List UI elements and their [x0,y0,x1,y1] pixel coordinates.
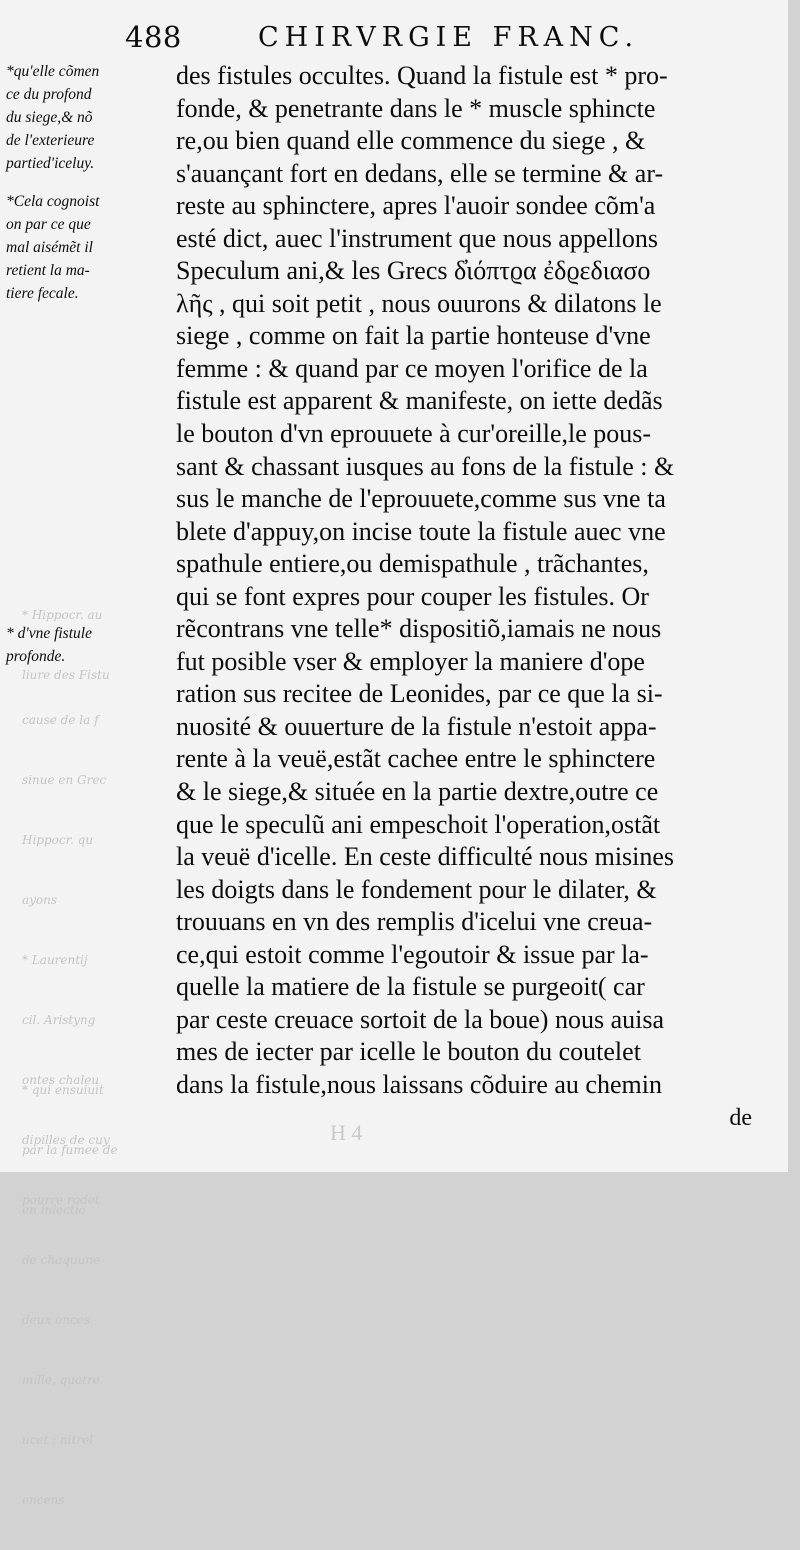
bleed-line: sinue en Grec [22,773,107,787]
bleed-line: pourre rodet [22,1193,100,1207]
text-line: trouuans en vn des remplis d'icelui vne creua- [176,907,653,937]
bleed-line: ontes chaleu [22,1073,100,1087]
text-line: rẽcontrans vne telle* dispositiõ,iamais ne nous [176,614,662,644]
bleed-line: liure des Fistu [22,668,110,682]
text-line: λῆς , qui soit petit , nous ouurons & dilatons le [176,288,662,318]
text-line: Speculum ani,& les Grecs δ̓ιόπτϱα ἐδϱεδιασο [176,256,651,286]
bleed-line: * Laurentij [22,953,88,967]
bleed-line: encens [22,1493,65,1507]
text-line: la veuë d'icelle. En ceste difficulté nous misines [176,842,675,872]
text-line: quelle la matiere de la fistule se purgeoit( car [176,972,645,1002]
text-line: des fistules occultes. Quand la fistule est * pro- [176,61,668,90]
text-line: siege , comme on fait la partie honteuse d'vne [176,321,651,351]
bleed-line: * qui ensuiuit [22,1083,104,1097]
text-line: que le speculũ ani empeschoit l'operation,ostãt [176,809,661,839]
text-line: qui se font expres pour couper les fistules. Or [176,581,649,611]
text-line: blete d'appuy,on incise toute la fistule auec vne [176,516,666,546]
text-line: les doigts dans le fondement pour le dilater, & [176,874,657,904]
text-line: s'auançant fort en dedans, elle se termine & ar- [176,158,664,188]
bleed-line: deux onces [22,1313,91,1327]
marginal-note [6,190,172,305]
marginal-note-text: *qu'elle cõmen ce du profond du siege,& nõ de l'exterieure partied'iceluy. [6,63,100,172]
main-text-block [176,60,772,1102]
page-number: 488 [125,20,182,54]
text-line: sus le manche de l'eprouuete,comme sus vne ta [176,484,666,514]
text-line: spathule entiere,ou demispathule , trãchantes, [176,549,649,579]
text-line: ce,qui estoit comme l'egoutoir & issue par la- [176,939,649,969]
text-line: & le siege,& située en la partie dextre,outre ce [176,777,659,807]
bleed-line: dipilles de cuy [22,1133,110,1147]
bleed-line: de chaquune [22,1253,101,1267]
bleed-line: * Hippocr. au [22,608,103,622]
text-line: fistule est apparent & manifeste, on iette dedãs [176,386,663,416]
bleed-line: Hippocr. qu [22,833,94,847]
text-line: rente à la veuë,estãt cachee entre le sphinctere [176,744,656,774]
text-line: femme : & quand par ce moyen l'orifice de la [176,353,648,383]
bleed-line: ucet : nitrel [22,1433,94,1447]
marginal-note [6,622,172,668]
bleed-through-text [22,1040,172,1260]
bleed-line: en iniectio [22,1203,86,1217]
marginal-note-text: *Cela cognoist on par ce que mal aisémẽt il retient la ma- tiere fecale. [6,193,100,302]
text-line: fut posible vser & employer la maniere d'ope [176,646,645,676]
marginal-note-text: * d'vne fistule profonde. [6,625,92,665]
text-line: sant & chassant iusques au fons de la fistule : & [176,451,675,481]
text-line: par ceste creuace sortoit de la boue) nous auisa [176,1004,665,1034]
bleed-line: mille, quatre [22,1373,100,1387]
text-line: le bouton d'vn eprouuete à cur'oreille,le pous- [176,419,652,449]
bleed-line: ayons [22,893,58,907]
text-line: ration sus recitee de Leonides, par ce que la si- [176,679,663,709]
text-line: esté dict, auec l'instrument que nous appellons [176,223,658,253]
catchword: de [729,1105,752,1131]
running-title: CHIRVRGIE FRANC. [258,22,640,53]
bleed-line: par la fumee de [22,1143,118,1157]
text-line: reste au sphinctere, apres l'auoir sondee cõm'a [176,191,656,221]
bleed-line: cause de la f [22,713,99,727]
text-line: mes de iecter par icelle le bouton du coutelet [176,1037,641,1067]
page-header [0,14,788,54]
marginal-note [6,60,172,175]
bleed-signature: H 4 [330,1120,363,1145]
text-line: fonde, & penetrante dans le * muscle sphincte [176,93,656,123]
text-line: re,ou bien quand elle commence du siege , & [176,126,646,156]
text-line: dans la fistule,nous laissans cõduire au chemin [176,1069,662,1099]
text-line: nuosité & ouuerture de la fistule n'estoit appa- [176,711,657,741]
bleed-line: cil. Aristyng [22,1013,96,1027]
